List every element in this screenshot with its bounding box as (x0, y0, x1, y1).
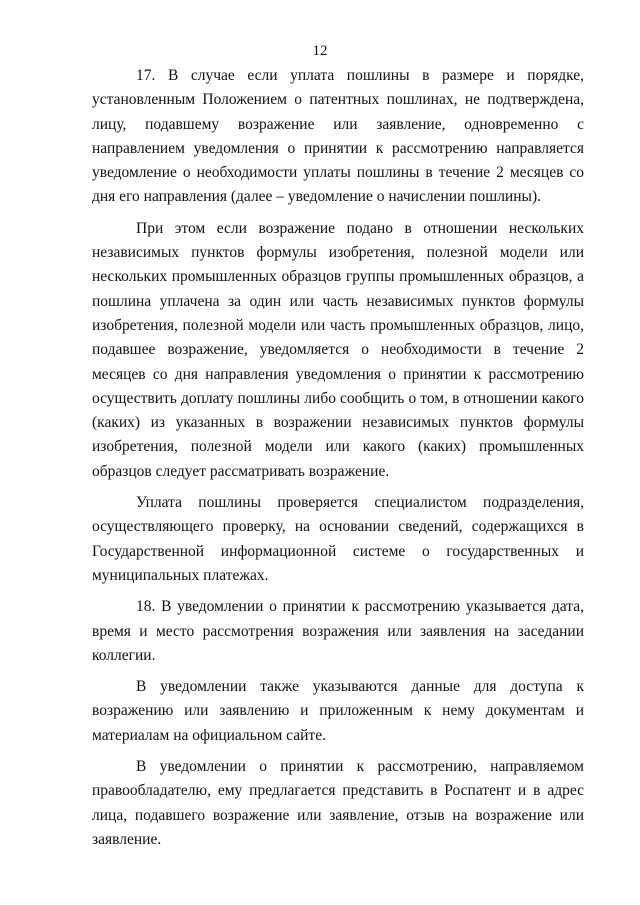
paragraph-18: 18. В уведомлении о принятии к рассмотрению указывается дата, время и место рассмотрения возражения или заявления на заседании коллегии. (92, 598, 584, 664)
paragraph-rightholder-response: В уведомлении о принятии к рассмотрению, направляемом правообладателю, ему предлагается представить в Роспатент и в адрес лица, подавшего возражение или заявление, отзыв на возражение или заявление. (92, 758, 584, 848)
paragraph-multiple-claims: При этом если возражение подано в отношении нескольких независимых пунктов формулы изобретения, полезной модели или нескольких промышленных образцов группы промышленных образцов, а пошлина уплачена за один или часть независимых пунктов формулы изобретения, полезной модели или часть промышленных образцов, лицо, подавшее возражение, уведомляется о необходимости в течение 2 месяцев со дня направления уведомления о принятии к рассмотрению осуществить доплату пошлины либо сообщить о том, в отношении какого (каких) из указанных в возражении независимых пунктов формулы изобретения, полезной модели или какого (каких) промышленных образцов следует рассматривать возражение. (92, 219, 584, 480)
page-number: 12 (312, 43, 328, 59)
paragraph-fee-verification: Уплата пошлины проверяется специалистом подразделения, осуществляющего проверку, на основании сведений, содержащихся в Государственной информационной системе о государственных и муниципальных платежах. (92, 494, 584, 584)
paragraph-access-data: В уведомлении также указываются данные для доступа к возражению или заявлению и приложенным к нему документам и материалам на официальном сайте. (92, 678, 584, 744)
document-body (92, 64, 584, 859)
paragraph-17: 17. В случае если уплата пошлины в размере и порядке, установленным Положением о патентных пошлинах, не подтверждена, лицу, подавшему возражение или заявление, одновременно с направлением уведомления о принятии к рассмотрению направляется уведомление о необходимости уплаты пошлины в течение 2 месяцев со дня его направления (далее – уведомление о начислении пошлины). (92, 67, 584, 206)
